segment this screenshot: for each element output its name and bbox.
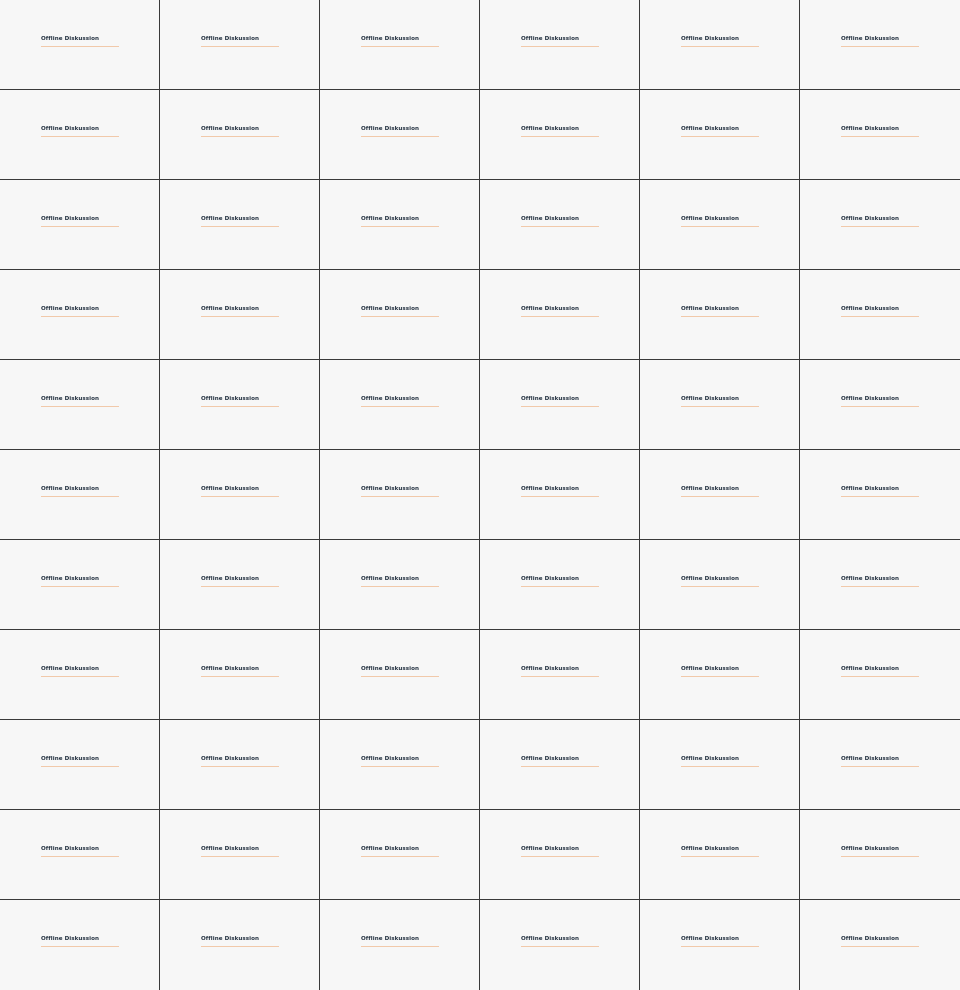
- tile-content: [361, 35, 439, 47]
- tile-heading-underline: [201, 226, 279, 227]
- tile-heading: Offline Diskussion: [681, 396, 740, 402]
- tile-heading: Offline Diskussion: [521, 486, 580, 492]
- tile-heading-underline: [201, 46, 279, 47]
- tile-heading-underline: [681, 46, 759, 47]
- tile-content: [41, 395, 119, 407]
- tile-content: [361, 215, 439, 227]
- tile-content: [361, 935, 439, 947]
- tile-heading: Offline Diskussion: [201, 306, 260, 312]
- discussion-tile[interactable]: [320, 0, 480, 90]
- tile-content: [41, 575, 119, 587]
- discussion-tile[interactable]: [800, 720, 960, 810]
- tile-heading-underline: [361, 226, 439, 227]
- discussion-tile[interactable]: [160, 90, 320, 180]
- discussion-tile[interactable]: [640, 900, 800, 990]
- discussion-tile[interactable]: [160, 720, 320, 810]
- tile-heading-underline: [841, 856, 919, 857]
- discussion-tile[interactable]: [640, 270, 800, 360]
- tile-content: [201, 125, 279, 137]
- discussion-tile[interactable]: [480, 270, 640, 360]
- tile-heading: Offline Diskussion: [201, 396, 260, 402]
- tile-content: [361, 845, 439, 857]
- tile-content: [841, 845, 919, 857]
- tile-heading: Offline Diskussion: [201, 756, 260, 762]
- tile-heading: Offline Diskussion: [521, 936, 580, 942]
- tile-heading-underline: [201, 676, 279, 677]
- tile-heading-underline: [201, 406, 279, 407]
- tile-content: [841, 125, 919, 137]
- tile-content: [41, 935, 119, 947]
- tile-heading-underline: [41, 856, 119, 857]
- discussion-tile[interactable]: [160, 450, 320, 540]
- tile-content: [521, 665, 599, 677]
- tile-heading-underline: [41, 676, 119, 677]
- tile-heading: Offline Diskussion: [201, 576, 260, 582]
- tile-heading: Offline Diskussion: [361, 936, 420, 942]
- tile-heading-underline: [41, 496, 119, 497]
- tile-heading-underline: [681, 856, 759, 857]
- discussion-tile[interactable]: [320, 810, 480, 900]
- tile-heading: Offline Diskussion: [521, 846, 580, 852]
- tile-heading: Offline Diskussion: [841, 126, 900, 132]
- tile-heading: Offline Diskussion: [681, 846, 740, 852]
- tile-heading-underline: [841, 766, 919, 767]
- tile-heading: Offline Diskussion: [841, 936, 900, 942]
- tile-heading: Offline Diskussion: [841, 216, 900, 222]
- discussion-tile[interactable]: [0, 540, 160, 630]
- tile-heading-underline: [521, 46, 599, 47]
- tile-heading-underline: [41, 316, 119, 317]
- tile-content: [521, 575, 599, 587]
- tile-heading: Offline Diskussion: [681, 216, 740, 222]
- tile-heading-underline: [41, 46, 119, 47]
- tile-content: [681, 665, 759, 677]
- tile-heading-underline: [361, 46, 439, 47]
- tile-content: [521, 125, 599, 137]
- tile-heading-underline: [41, 136, 119, 137]
- tile-heading-underline: [841, 406, 919, 407]
- discussion-tile[interactable]: [0, 720, 160, 810]
- discussion-tile[interactable]: [320, 360, 480, 450]
- tile-content: [521, 485, 599, 497]
- tile-heading-underline: [361, 676, 439, 677]
- tile-heading: Offline Diskussion: [841, 306, 900, 312]
- tile-heading-underline: [521, 766, 599, 767]
- tile-heading: Offline Diskussion: [681, 36, 740, 42]
- tile-heading-underline: [201, 136, 279, 137]
- tile-content: [841, 665, 919, 677]
- tile-content: [841, 305, 919, 317]
- tile-content: [681, 215, 759, 227]
- discussion-tile[interactable]: [160, 0, 320, 90]
- tile-heading: Offline Diskussion: [841, 486, 900, 492]
- tile-content: [521, 755, 599, 767]
- tile-heading-underline: [201, 856, 279, 857]
- tile-heading-underline: [521, 676, 599, 677]
- tile-content: [841, 755, 919, 767]
- tile-heading-underline: [201, 586, 279, 587]
- tile-heading-underline: [681, 226, 759, 227]
- tile-heading-underline: [681, 406, 759, 407]
- tile-content: [201, 755, 279, 767]
- tile-heading-underline: [841, 676, 919, 677]
- discussion-tile[interactable]: [800, 630, 960, 720]
- tile-heading-underline: [361, 766, 439, 767]
- tile-content: [41, 35, 119, 47]
- discussion-tile[interactable]: [160, 270, 320, 360]
- tile-heading-underline: [681, 136, 759, 137]
- discussion-tile[interactable]: [800, 810, 960, 900]
- tile-content: [201, 485, 279, 497]
- discussion-tile[interactable]: [320, 540, 480, 630]
- discussion-tile[interactable]: [640, 360, 800, 450]
- tile-heading: Offline Diskussion: [841, 666, 900, 672]
- tile-heading-underline: [841, 586, 919, 587]
- discussion-tile[interactable]: [160, 180, 320, 270]
- tile-heading-underline: [41, 226, 119, 227]
- tile-heading: Offline Diskussion: [41, 576, 100, 582]
- tile-content: [361, 485, 439, 497]
- tile-heading: Offline Diskussion: [521, 756, 580, 762]
- discussion-tile[interactable]: [640, 450, 800, 540]
- tile-heading-underline: [521, 586, 599, 587]
- discussion-tile[interactable]: [800, 360, 960, 450]
- tile-heading: Offline Diskussion: [521, 576, 580, 582]
- tile-heading-underline: [681, 766, 759, 767]
- tile-heading-underline: [41, 406, 119, 407]
- tile-heading: Offline Diskussion: [361, 36, 420, 42]
- discussion-tile[interactable]: [800, 900, 960, 990]
- tile-heading: Offline Diskussion: [361, 486, 420, 492]
- tile-heading-underline: [41, 766, 119, 767]
- tile-heading: Offline Diskussion: [361, 666, 420, 672]
- discussion-tile[interactable]: [0, 0, 160, 90]
- discussion-tile[interactable]: [480, 630, 640, 720]
- tile-content: [201, 935, 279, 947]
- tile-heading: Offline Diskussion: [41, 756, 100, 762]
- tile-heading: Offline Diskussion: [41, 306, 100, 312]
- tile-content: [521, 845, 599, 857]
- tile-heading-underline: [681, 496, 759, 497]
- tile-content: [841, 935, 919, 947]
- discussion-tile[interactable]: [0, 90, 160, 180]
- discussion-tile[interactable]: [480, 900, 640, 990]
- tile-heading-underline: [361, 316, 439, 317]
- tile-heading-underline: [521, 496, 599, 497]
- tile-content: [521, 935, 599, 947]
- tile-heading: Offline Diskussion: [41, 216, 100, 222]
- tile-heading: Offline Diskussion: [41, 36, 100, 42]
- discussion-tile[interactable]: [640, 540, 800, 630]
- discussion-tile[interactable]: [0, 270, 160, 360]
- tile-heading-underline: [681, 676, 759, 677]
- tile-heading-underline: [521, 406, 599, 407]
- tile-content: [361, 575, 439, 587]
- tile-content: [41, 125, 119, 137]
- tile-content: [361, 395, 439, 407]
- tile-content: [41, 845, 119, 857]
- discussion-tile[interactable]: [320, 630, 480, 720]
- tile-heading: Offline Diskussion: [521, 216, 580, 222]
- discussion-tile[interactable]: [800, 540, 960, 630]
- discussion-tile[interactable]: [480, 450, 640, 540]
- tile-content: [841, 215, 919, 227]
- tile-heading: Offline Diskussion: [841, 756, 900, 762]
- discussion-tile[interactable]: [480, 540, 640, 630]
- tile-content: [41, 215, 119, 227]
- tile-heading-underline: [201, 766, 279, 767]
- tile-heading: Offline Diskussion: [521, 36, 580, 42]
- tile-content: [681, 755, 759, 767]
- tile-content: [841, 395, 919, 407]
- tile-content: [201, 575, 279, 587]
- tile-heading: Offline Diskussion: [361, 576, 420, 582]
- tile-heading: Offline Diskussion: [361, 126, 420, 132]
- tile-heading: Offline Diskussion: [681, 756, 740, 762]
- tile-heading-underline: [201, 316, 279, 317]
- tile-heading: Offline Diskussion: [841, 396, 900, 402]
- tile-heading: Offline Diskussion: [681, 576, 740, 582]
- tile-content: [681, 395, 759, 407]
- tile-content: [201, 665, 279, 677]
- discussion-tile[interactable]: [640, 180, 800, 270]
- tile-content: [521, 305, 599, 317]
- tile-heading: Offline Diskussion: [681, 306, 740, 312]
- tile-heading-underline: [841, 946, 919, 947]
- tile-heading-underline: [521, 316, 599, 317]
- tile-content: [681, 935, 759, 947]
- tile-heading: Offline Diskussion: [361, 216, 420, 222]
- discussion-tile[interactable]: [0, 630, 160, 720]
- tile-content: [681, 305, 759, 317]
- tile-content: [521, 215, 599, 227]
- tile-heading-underline: [201, 946, 279, 947]
- discussion-tile[interactable]: [800, 180, 960, 270]
- tile-heading: Offline Diskussion: [41, 846, 100, 852]
- discussion-tile[interactable]: [160, 810, 320, 900]
- discussion-tile[interactable]: [0, 900, 160, 990]
- tile-content: [841, 35, 919, 47]
- tile-content: [201, 305, 279, 317]
- tile-heading-underline: [841, 496, 919, 497]
- tile-heading-underline: [841, 46, 919, 47]
- tile-content: [681, 485, 759, 497]
- tile-heading: Offline Diskussion: [521, 126, 580, 132]
- discussion-tile[interactable]: [160, 630, 320, 720]
- discussion-tile[interactable]: [160, 360, 320, 450]
- tile-heading: Offline Diskussion: [361, 846, 420, 852]
- discussion-tile[interactable]: [640, 720, 800, 810]
- tile-heading: Offline Diskussion: [41, 126, 100, 132]
- tile-heading: Offline Diskussion: [841, 36, 900, 42]
- tile-heading: Offline Diskussion: [201, 36, 260, 42]
- discussion-tile[interactable]: [0, 180, 160, 270]
- tile-heading-underline: [361, 856, 439, 857]
- tile-content: [41, 485, 119, 497]
- tile-heading-underline: [521, 136, 599, 137]
- discussion-tile[interactable]: [320, 720, 480, 810]
- tile-heading: Offline Diskussion: [521, 666, 580, 672]
- discussion-tile[interactable]: [800, 0, 960, 90]
- tile-content: [521, 395, 599, 407]
- tile-heading: Offline Diskussion: [681, 666, 740, 672]
- discussion-tile[interactable]: [480, 360, 640, 450]
- discussion-tile[interactable]: [800, 270, 960, 360]
- tile-heading-underline: [681, 586, 759, 587]
- tile-content: [361, 305, 439, 317]
- tile-content: [681, 35, 759, 47]
- discussion-tile[interactable]: [160, 540, 320, 630]
- discussion-tile[interactable]: [480, 180, 640, 270]
- tile-content: [201, 395, 279, 407]
- tile-heading: Offline Diskussion: [201, 126, 260, 132]
- tile-heading-underline: [361, 136, 439, 137]
- tile-heading-underline: [841, 316, 919, 317]
- tile-content: [681, 125, 759, 137]
- tile-content: [521, 35, 599, 47]
- tile-heading: Offline Diskussion: [201, 936, 260, 942]
- tile-content: [841, 485, 919, 497]
- tile-heading-underline: [841, 136, 919, 137]
- tile-heading: Offline Diskussion: [201, 486, 260, 492]
- tile-content: [681, 575, 759, 587]
- tile-heading: Offline Diskussion: [681, 936, 740, 942]
- discussion-tile[interactable]: [320, 900, 480, 990]
- discussion-tile[interactable]: [160, 900, 320, 990]
- tile-content: [201, 215, 279, 227]
- tile-heading-underline: [681, 946, 759, 947]
- discussion-tile[interactable]: [320, 90, 480, 180]
- discussion-tile[interactable]: [640, 0, 800, 90]
- tile-heading-underline: [361, 946, 439, 947]
- tile-heading-underline: [41, 946, 119, 947]
- tile-heading: Offline Diskussion: [521, 306, 580, 312]
- tile-content: [201, 845, 279, 857]
- discussion-tile[interactable]: [640, 810, 800, 900]
- discussion-tile[interactable]: [640, 630, 800, 720]
- tile-heading-underline: [521, 226, 599, 227]
- discussion-tile[interactable]: [0, 810, 160, 900]
- tile-heading-underline: [521, 856, 599, 857]
- tile-heading-underline: [361, 496, 439, 497]
- discussion-tile[interactable]: [320, 450, 480, 540]
- tile-heading-underline: [361, 406, 439, 407]
- tile-heading: Offline Diskussion: [201, 846, 260, 852]
- tile-heading: Offline Diskussion: [681, 486, 740, 492]
- tile-heading-underline: [41, 586, 119, 587]
- discussion-tile[interactable]: [480, 720, 640, 810]
- discussion-tile[interactable]: [640, 90, 800, 180]
- discussion-tile[interactable]: [480, 0, 640, 90]
- discussion-tile[interactable]: [320, 180, 480, 270]
- tile-heading: Offline Diskussion: [41, 396, 100, 402]
- tile-content: [361, 125, 439, 137]
- tile-content: [841, 575, 919, 587]
- discussion-tile[interactable]: [0, 360, 160, 450]
- tile-content: [201, 35, 279, 47]
- tile-heading: Offline Diskussion: [361, 306, 420, 312]
- discussion-tile[interactable]: [800, 90, 960, 180]
- tile-heading-underline: [201, 496, 279, 497]
- tile-heading: Offline Diskussion: [201, 216, 260, 222]
- tile-heading: Offline Diskussion: [201, 666, 260, 672]
- tile-content: [681, 845, 759, 857]
- tile-heading-underline: [521, 946, 599, 947]
- tile-heading: Offline Diskussion: [361, 756, 420, 762]
- tile-heading: Offline Diskussion: [841, 576, 900, 582]
- tile-heading: Offline Diskussion: [841, 846, 900, 852]
- tile-heading-underline: [681, 316, 759, 317]
- tile-heading-underline: [361, 586, 439, 587]
- tile-heading: Offline Diskussion: [521, 396, 580, 402]
- tile-content: [361, 755, 439, 767]
- tile-heading-underline: [841, 226, 919, 227]
- tile-heading: Offline Diskussion: [41, 666, 100, 672]
- tile-content: [41, 305, 119, 317]
- discussion-tile[interactable]: [0, 450, 160, 540]
- tile-content: [361, 665, 439, 677]
- tile-content: [41, 665, 119, 677]
- discussion-tile[interactable]: [800, 450, 960, 540]
- tile-content: [41, 755, 119, 767]
- tile-heading: Offline Diskussion: [681, 126, 740, 132]
- tile-heading: Offline Diskussion: [41, 486, 100, 492]
- tile-heading: Offline Diskussion: [361, 396, 420, 402]
- discussion-tile[interactable]: [320, 270, 480, 360]
- discussion-tile[interactable]: [480, 810, 640, 900]
- tile-heading: Offline Diskussion: [41, 936, 100, 942]
- discussion-tile[interactable]: [480, 90, 640, 180]
